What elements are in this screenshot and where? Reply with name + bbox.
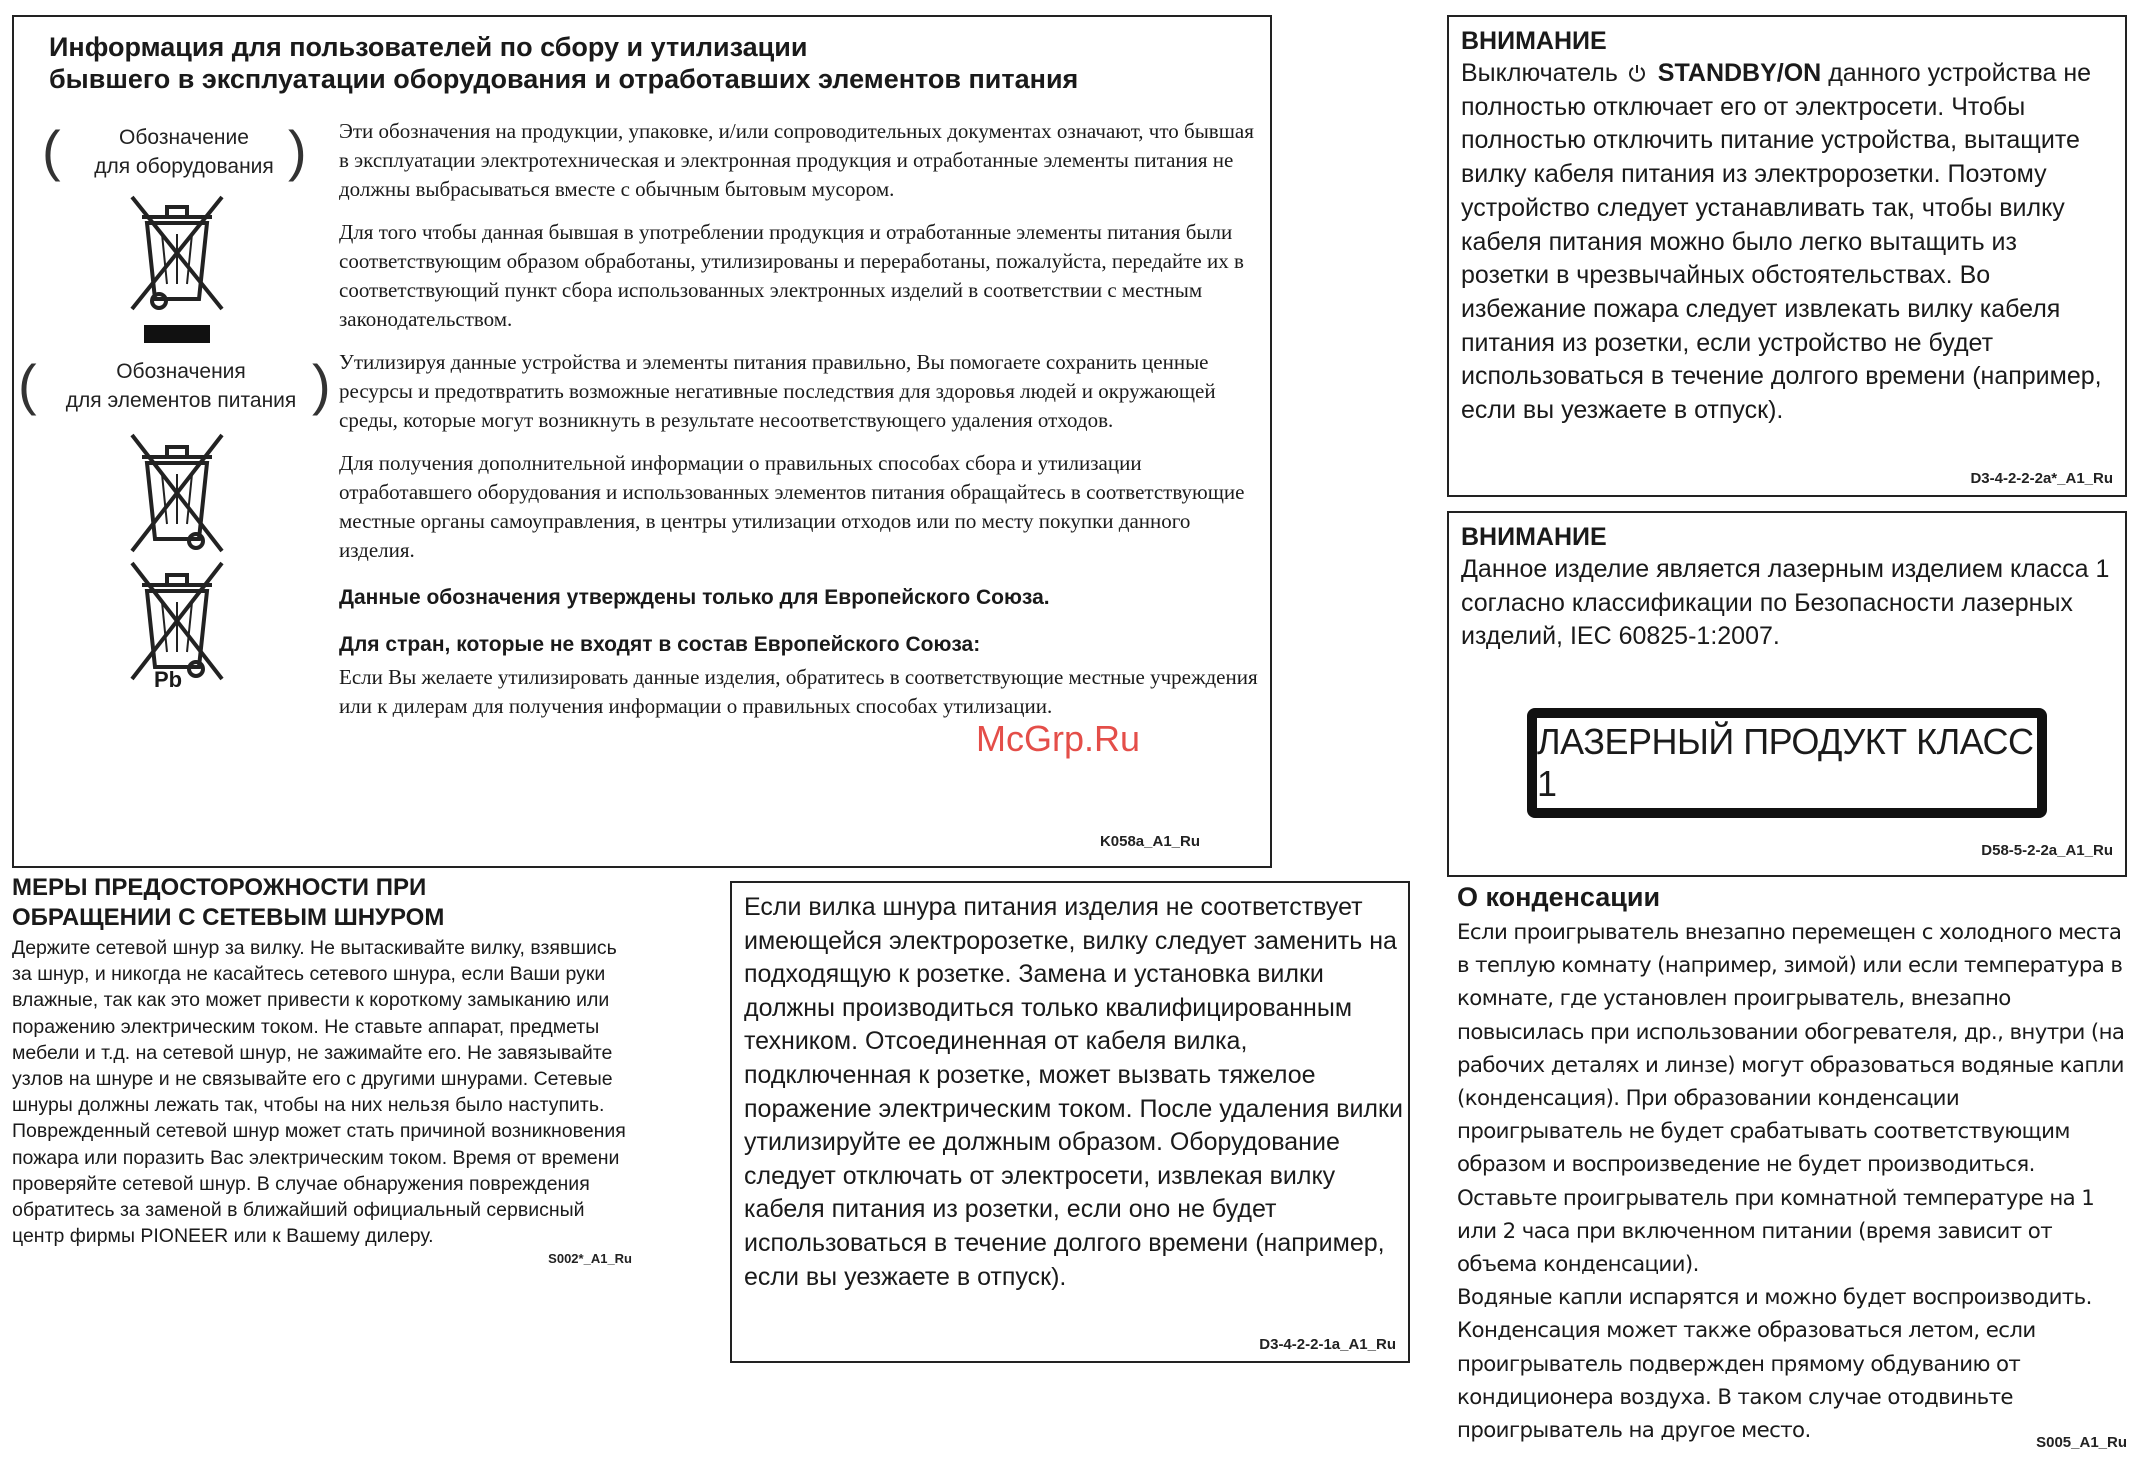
symbol-equipment-caption xyxy=(64,123,304,181)
paren-left: ( xyxy=(42,119,61,182)
condensation-heading: О конденсации xyxy=(1457,882,1661,912)
disposal-title-line2: бывшего в эксплуатации оборудования и отработавших элементов питания xyxy=(49,64,1079,94)
warning1-text-after: данного устройства не полностью отключает его от электросети. Чтобы полностью отключить питание устройства, вытащите вилку кабеля питания из электророзетки. Поэтому устройство следует устанавливать так, чтобы вилку кабеля питания можно было легко вытащить из розетки в чрезвычайных обстоятельствах. Во избежание пожара следует извлекать вилку кабеля питания из розетки, если устройство не будет использоваться в течение долгого времени (например, если вы уезжаете в отпуск). xyxy=(1461,59,2102,425)
symbol-equipment-line1: Обозначение xyxy=(119,126,249,149)
disposal-para5: Если Вы желаете утилизировать данные изделия, обратитесь в соответствующие местные учреждения или к дилерам для получения информации о правильных способах утилизации. xyxy=(339,665,1258,718)
cord-heading xyxy=(12,873,632,933)
cord-heading-line1: МЕРЫ ПРЕДОСТОРОЖНОСТИ ПРИ xyxy=(12,874,427,901)
laser-class-label: ЛАЗЕРНЫЙ ПРОДУКТ КЛАСС 1 xyxy=(1527,708,2047,818)
condensation-code: S005_A1_Ru xyxy=(2036,1434,2127,1452)
plug-code: D3-4-2-2-1a_A1_Ru xyxy=(1259,1336,1396,1353)
warning2-code: D58-5-2-2a_A1_Ru xyxy=(1981,842,2113,859)
disposal-eu-only: Данные обозначения утверждены только для Европейского Союза. xyxy=(339,586,1050,609)
paren-right: ) xyxy=(288,119,307,182)
symbol-batteries-caption xyxy=(36,357,326,415)
cord-heading-line2: ОБРАЩЕНИИ С СЕТЕВЫМ ШНУРОМ xyxy=(12,904,445,931)
disposal-para3: Утилизируя данные устройства и элементы питания правильно, Вы помогаете сохранить ценные ресурсы и предотвратить возможные негативные последствия для здоровья людей и окружающей среды, которые могут возникнуть в результате несоответствующего удаления отходов. xyxy=(339,350,1216,432)
power-icon xyxy=(1627,63,1647,83)
disposal-title xyxy=(49,31,1249,95)
warning1-text-before: Выключатель xyxy=(1461,59,1618,87)
symbol-equipment-line2: для оборудования xyxy=(94,155,274,178)
disposal-body xyxy=(339,117,1259,735)
symbol-batteries-line1: Обозначения xyxy=(116,360,246,383)
condensation-para2: Водяные капли испарятся и можно будет воспроизводить. Конденсация может также образоваться летом, если проигрыватель подвержден прямому обдуванию от кондиционера воздуха. В таком случае отодвиньте проигрыватель на другое место. xyxy=(1457,1285,2092,1444)
warning1-text xyxy=(1461,57,2111,428)
disposal-title-line1: Информация для пользователей по сбору и утилизации xyxy=(49,32,808,62)
warning2-text: Данное изделие является лазерным изделием класса 1 согласно классификации по Безопасности лазерных изделий, IEC 60825-1:2007. xyxy=(1461,555,2110,651)
symbol-batteries-line2: для элементов питания xyxy=(65,389,297,412)
cord-text: Держите сетевой шнур за вилку. Не вытаскивайте вилку, взявшись за шнур, и никогда не касайтесь сетевого шнура, если Ваши руки влажные, так как это может привести к короткому замыканию или поражению электрическим током. Не ставьте аппарат, предметы мебели и т.д. на сетевой шнур, не зажимайте его. Не завязывайте узлов на шнуре и не связывайте его с другими шнурами. Сетевые шнуры должны лежать так, чтобы на них нельзя было наступить. Поврежденный сетевой шнур может стать причиной возникновения пожара или поразить Вас электрическим током. Время от времени проверяйте сетевой шнур. В случае обнаружения повреждения обратитесь за заменой в ближайший официальный сервисный центр фирмы PIONEER или к Вашему дилеру. xyxy=(12,937,626,1248)
disposal-code: K058a_A1_Ru xyxy=(1099,833,1200,850)
warning1-heading: ВНИМАНИЕ xyxy=(1461,27,1607,55)
plug-notice-box xyxy=(730,881,1410,1363)
crossed-bin-icon xyxy=(122,189,232,349)
crossed-bin-icon-batteries xyxy=(122,429,232,554)
warning2-heading: ВНИМАНИЕ xyxy=(1461,523,1607,551)
warning-standby-box xyxy=(1447,15,2127,497)
disposal-para1: Эти обозначения на продукции, упаковке, и/или сопроводительных документах означают, что бывшая в эксплуатации электротехническая и электронная продукция и отработанные элементы питания не должны выбрасываться вместе с обычным бытовым мусором. xyxy=(339,119,1254,201)
warning-laser-box xyxy=(1447,511,2127,877)
disposal-para4: Для получения дополнительной информации о правильных способах сбора и утилизации отработавшего оборудования и использованных элементов питания обращайтесь в соответствующие местные органы самоуправления, в центры утилизации отходов или по месту покупки данного изделия. xyxy=(339,451,1245,562)
cord-code: S002*_A1_Ru xyxy=(548,1251,632,1267)
plug-text: Если вилка шнура питания изделия не соответствует имеющейся электророзетке, вилку следует заменить на подходящую к розетке. Замена и установка вилки должны производиться только квалифицированным техником. Отсоединенная от кабеля вилка, подключенная к розетке, может вызвать тяжелое поражение электрическим током. После удаления вилки утилизируйте ее должным образом. Оборудование следует отключать от электросети, извлекая вилку кабеля питания из розетки, если оно не будет использоваться в течение долгого времени (например, если вы уезжаете в отпуск). xyxy=(744,893,1403,1291)
paren-right-2: ) xyxy=(312,353,331,416)
condensation-section xyxy=(1457,880,2127,1452)
watermark: McGrp.Ru xyxy=(976,718,1141,759)
warning1-code: D3-4-2-2-2a*_A1_Ru xyxy=(1970,470,2113,487)
standby-label: STANDBY/ON xyxy=(1657,59,1822,87)
condensation-para1: Если проигрыватель внезапно перемещен с холодного места в теплую комнату (например, зимой) или если температура в комнате, где установлен проигрыватель, внезапно повысилась при использовании обогревателя, др., внутри (на рабочих деталях и линзе) могут образоваться водяные капли (конденсация). При образовании конденсации проигрыватель не будет срабатывать соответствующим образом и воспроизведение не будет производиться. Оставьте проигрыватель при комнатной температуре на 1 или 2 часа при включенном питании (время зависит от объема конденсации). xyxy=(1457,920,2125,1278)
disposal-non-eu-heading: Для стран, которые не входят в состав Европейского Союза: xyxy=(339,633,981,656)
crossed-bin-pb-icon xyxy=(122,557,232,682)
pb-label: Pb xyxy=(154,667,183,692)
disposal-para2: Для того чтобы данная бывшая в употреблении продукция и отработанные элементы питания были соответствующим образом обработаны, утилизированы и переработаны, пожалуйста, передайте их в соответствующий пункт сбора использованных электронных изделий в соответствии с местным законодательством. xyxy=(339,220,1244,331)
cord-precautions xyxy=(12,873,632,1266)
paren-left-2: ( xyxy=(18,353,37,416)
